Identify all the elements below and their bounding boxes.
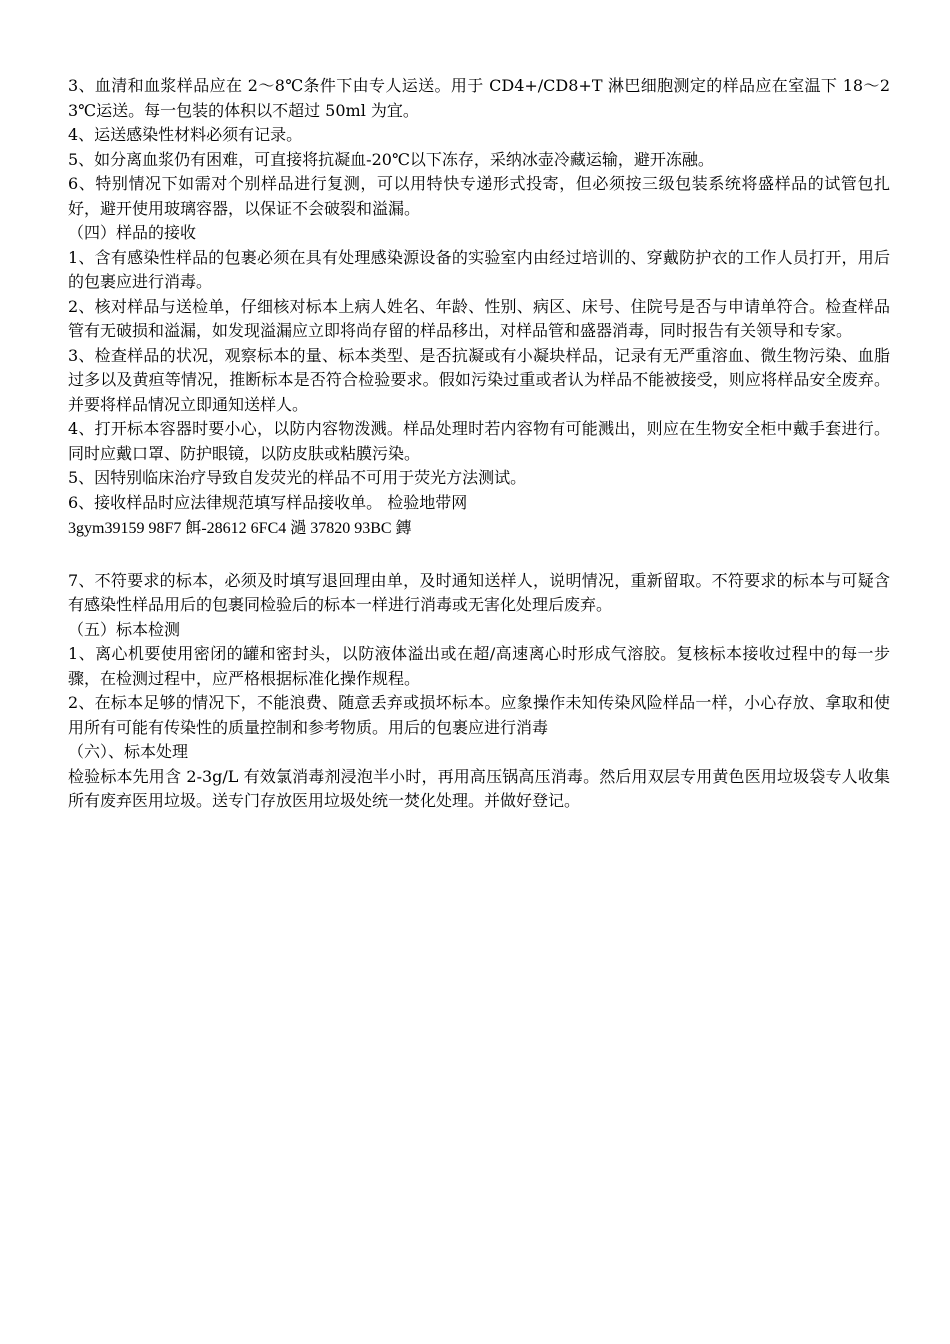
paragraph-receiving-4: 4、打开标本容器时要小心，以防内容物泼溅。样品处理时若内容物有可能溅出，则应在生物安全柜中戴手套进行。同时应戴口罩、防护眼镜，以防皮肤或粘膜污染。	[68, 419, 890, 463]
paragraph-receiving-6: 6、接收样品时应法律规范填写样品接收单。 检验地带网	[68, 492, 468, 512]
paragraph-testing-1: 1、离心机要使用密闭的罐和密封头，以防液体溢出或在超/高速离心时形成气溶胶。复核标本接收过程中的每一步骤，在检测过程中，应严格根据标准化操作规程。	[68, 644, 890, 688]
paragraph-testing-2: 2、在标本足够的情况下，不能浪费、随意丢弃或损坏标本。应象操作未知传染风险样品一样，小心存放、拿取和使用所有可能有传染性的质量控制和参考物质。用后的包裹应进行消毒	[68, 693, 890, 737]
paragraph-receiving-5: 5、因特别临床治疗导致自发荧光的样品不可用于荧光方法测试。	[68, 468, 527, 487]
paragraph-receiving-3: 3、检查样品的状况，观察标本的量、标本类型、是否抗凝或有小凝块样品，记录有无严重溶血、微生物污染、血脂过多以及黄疸等情况，推断标本是否符合检验要求。假如污染过重或者认为样品不能被接受，则应将样品安全废弃。并要将样品情况立即通知送样人。	[68, 345, 890, 414]
paragraph-transport-express: 6、特别情况下如需对个别样品进行复测，可以用特快专递形式投寄，但必须按三级包装系统将盛样品的试管包扎好，避开使用玻璃容器，以保证不会破裂和溢漏。	[68, 174, 890, 218]
code-line: 3gym39159 98F7 餌-28612 6FC4 濄 37820 93BC 鏄	[68, 520, 412, 537]
blank-line	[68, 542, 890, 569]
paragraph-transport-serum: 3、血清和血浆样品应在 2～8℃条件下由专人运送。用于 CD4+/CD8+T 淋巴细胞测定的样品应在室温下 18～23℃运送。每一包装的体积以不超过 50ml 为宜。	[68, 76, 890, 120]
paragraph-transport-record: 4、运送感染性材料必须有记录。	[68, 125, 303, 144]
paragraph-receiving-2: 2、核对样品与送检单，仔细核对标本上病人姓名、年龄、性别、病区、床号、住院号是否与申请单符合。检查样品管有无破损和溢漏，如发现溢漏应立即将尚存留的样品移出，对样品管和盛器消毒，同时报告有关领导和专家。	[68, 296, 890, 340]
paragraph-disposal: 检验标本先用含 2-3g/L 有效氯消毒剂浸泡半小时，再用高压锅高压消毒。然后用双层专用黄色医用垃圾袋专人收集所有废弃医用垃圾。送专门存放医用垃圾处统一焚化处理。并做好登记。	[68, 766, 890, 810]
document-body	[68, 74, 890, 814]
section-heading-testing: （五）标本检测	[68, 619, 181, 639]
section-heading-disposal: （六）、标本处理	[68, 742, 189, 761]
paragraph-receiving-1: 1、含有感染性样品的包裹必须在具有处理感染源设备的实验室内由经过培训的、穿戴防护衣的工作人员打开，用后的包裹应进行消毒。	[68, 247, 890, 291]
paragraph-transport-freeze: 5、如分离血浆仍有困难，可直接将抗凝血-20℃以下冻存，采纳冰壶冷藏运输，避开冻融。	[68, 149, 714, 169]
section-heading-receiving: （四）样品的接收	[68, 223, 197, 242]
paragraph-receiving-7: 7、不符要求的标本，必须及时填写退回理由单，及时通知送样人，说明情况，重新留取。不符要求的标本与可疑含有感染性样品用后的包裹同检验后的标本一样进行消毒或无害化处理后废弃。	[68, 570, 890, 614]
